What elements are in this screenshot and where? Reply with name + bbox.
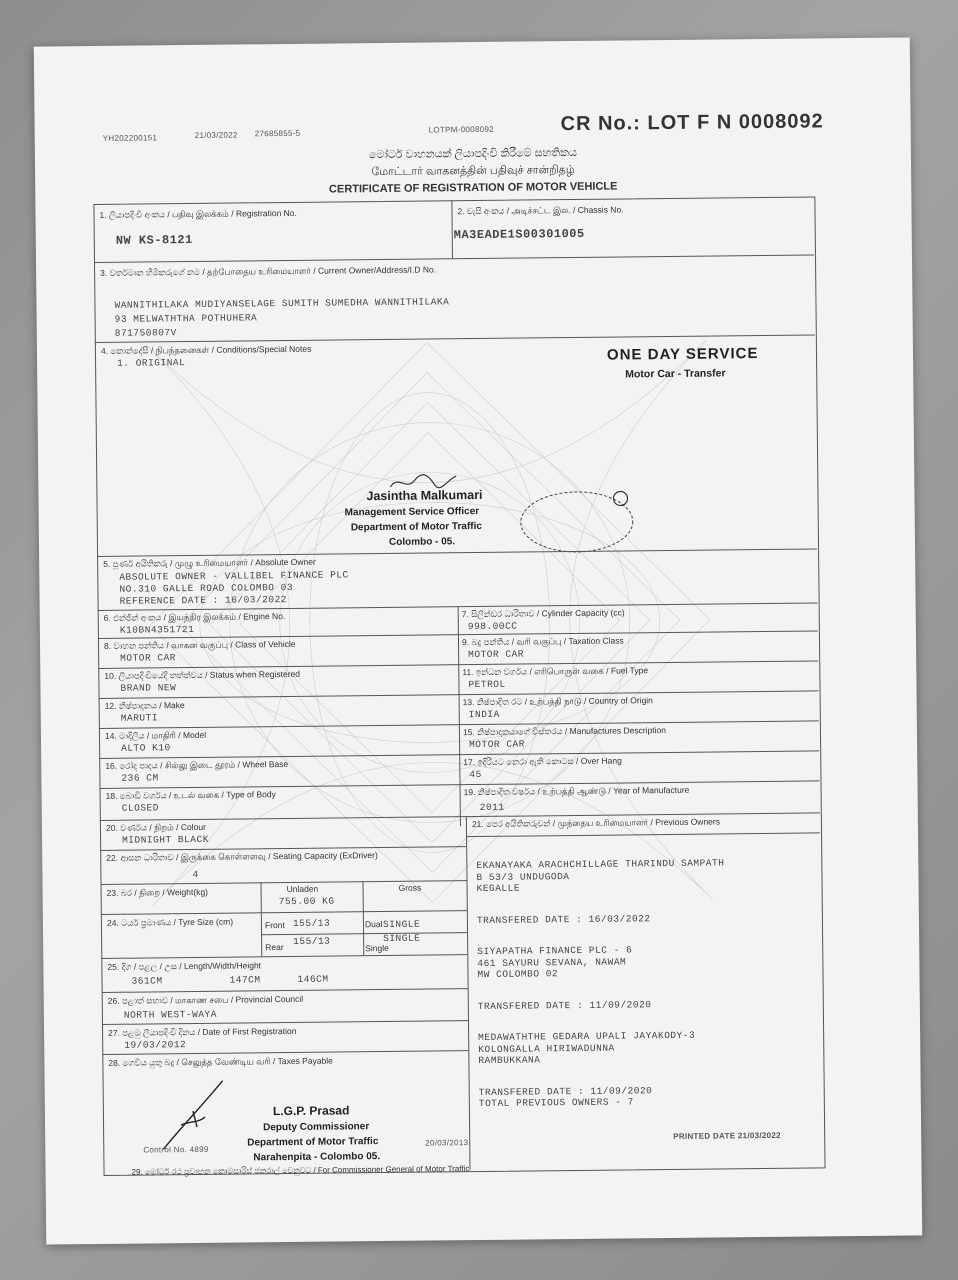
colour-value: MIDNIGHT BLACK bbox=[122, 833, 209, 846]
prev-owner-line: MW COLOMBO 02 bbox=[477, 968, 559, 981]
make-label: 12. නිෂ්පාදනය / Make bbox=[104, 700, 185, 711]
prev-owner-line: KEGALLE bbox=[476, 882, 521, 895]
printed-date: PRINTED DATE 21/03/2022 bbox=[673, 1130, 781, 1141]
wheel-base-label: 16. රෝද පාදය / சில்லு இடை தூரம் / Wheel Base bbox=[105, 758, 289, 771]
title-sinhala: මෝටර් වාහනයක් ලියාපදිංචි කිරීමේ සහතිකය bbox=[368, 146, 577, 162]
registration-no-value: NW KS-8121 bbox=[115, 232, 193, 248]
officer-name: Jasintha Malkumari bbox=[366, 487, 483, 504]
prev-owner-line: TRANSFERED DATE : 11/09/2020 bbox=[477, 998, 652, 1012]
certificate-paper bbox=[34, 37, 922, 1244]
seating-capacity-label: 22. ආසන ධාරිතාව / இருக்கை கொள்ளளவு / Seating Capacity (ExDriver) bbox=[106, 850, 378, 863]
service-stamp-line2: Motor Car - Transfer bbox=[625, 367, 726, 381]
country-label: 13. නිෂ්පාදිත රට / உற்பத்தி நாடு / Country of Origin bbox=[462, 695, 653, 708]
prev-owner-line bbox=[478, 1009, 726, 1032]
dimensions-label: 25. දිග / පළල / උස / Length/Width/Height bbox=[107, 960, 262, 972]
prev-owner-line: RAMBUKKANA bbox=[478, 1054, 541, 1067]
dual-label: Dual bbox=[364, 919, 383, 930]
over-hang-value: 45 bbox=[469, 768, 482, 781]
body-type-label: 18. බොඩි වර්ගය / உடல் வகை / Type of Body bbox=[105, 789, 276, 801]
header-ref-1: YH202200151 bbox=[102, 133, 158, 143]
front-tyre-value: 155/13 bbox=[292, 917, 331, 929]
length-value: 361CM bbox=[131, 975, 163, 987]
vehicle-class-value: MOTOR CAR bbox=[120, 652, 177, 664]
year-label: 19. නිෂ්පාදිත වර්ෂය / உற்பத்தி ஆண்டு / Year of Manufacture bbox=[463, 784, 690, 798]
model-label: 14. මාදිලිය / மாதிரி / Model bbox=[104, 729, 207, 741]
owner-id: 871750807V bbox=[114, 327, 177, 339]
chassis-no-label: 2. චැසි අංකය / அடிச்சட்ட இல. / Chassis No. bbox=[457, 204, 624, 217]
fuel-type-value: PETROL bbox=[468, 678, 506, 691]
model-value: ALTO K10 bbox=[121, 742, 171, 754]
commissioner-dept: Department of Motor Traffic bbox=[247, 1136, 379, 1149]
manufacture-desc-label: 15. නිෂ්පාදකයාගේ විස්තරය / Manufactures Description bbox=[462, 725, 667, 738]
first-registration-label: 27. පළමු ලියාපදිංචි දිනය / Date of First Registration bbox=[108, 1025, 297, 1038]
unladen-value: 755.00 KG bbox=[278, 895, 335, 908]
status-label: 10. ලියාපදිංචියේදී තත්ත්වය / Status when Registered bbox=[104, 668, 301, 681]
service-stamp-line1: ONE DAY SERVICE bbox=[606, 345, 759, 364]
single-label: Single bbox=[365, 942, 389, 954]
provincial-council-value: NORTH WEST-WAYA bbox=[123, 1008, 217, 1021]
prev-owner-line bbox=[477, 892, 725, 915]
commissioner-signature bbox=[153, 1075, 234, 1156]
cylinder-capacity-label: 7. සිලින්ඩර ධාරිතාව / Cylinder Capacity (cc) bbox=[461, 607, 625, 620]
conditions-label: 4. කොන්දේසි / நிபந்தனைகள் / Conditions/Special Notes bbox=[100, 343, 312, 356]
absolute-owner-line3: REFERENCE DATE : 16/03/2022 bbox=[119, 593, 288, 607]
absolute-owner-line1: ABSOLUTE OWNER - VALLIBEL FINANCE PLC bbox=[119, 569, 349, 583]
header-ref-4: LOTPM-0008092 bbox=[428, 124, 494, 135]
cr-number: CR No.: LOT F N 0008092 bbox=[560, 110, 824, 136]
current-owner-label: 3. වර්තමාන හිමිකරුගේ නම / தற்போதைய உரிமையாளர் / Current Owner/Address/I.D No. bbox=[100, 264, 437, 278]
taxes-payable-label: 28. ගෙවිය යුතු බදු / செலுத்த வேண்டிய வரி / Taxes Payable bbox=[108, 1055, 333, 1068]
width-value: 147CM bbox=[229, 974, 261, 986]
commissioner-title: Deputy Commissioner bbox=[263, 1121, 370, 1134]
prev-owner-line bbox=[478, 1064, 726, 1087]
prev-owner-line: SIYAPATHA FINANCE PLC - 6 bbox=[477, 944, 633, 958]
prev-owner-line: 461 SAYURU SEVANA, NAWAM bbox=[477, 955, 627, 969]
for-commissioner-label: 29. මෝටර් රථ ප්‍රවාහන කොමසාරිස් ජනරාල් වෙනුවට / For Commissioner General of Motor Traffic bbox=[131, 1164, 470, 1177]
absolute-owner-line2: NO.310 GALLE ROAD COLOMBO 03 bbox=[119, 581, 294, 595]
seal-stamp-icon bbox=[516, 486, 637, 557]
front-single-value: SINGLE bbox=[382, 918, 421, 931]
commissioner-location: Narahenpita - Colombo 05. bbox=[253, 1151, 381, 1164]
registration-no-label: 1. ලියාපදිංචි අංකය / பதிவு இலக்கம் / Registration No. bbox=[99, 207, 297, 220]
previous-owners-list bbox=[476, 857, 727, 1109]
provincial-council-label: 26. පළාත් සභාව / மாகாண சபை / Provincial Council bbox=[107, 993, 304, 1006]
cylinder-capacity-value: 998.00CC bbox=[467, 620, 518, 633]
first-registration-value: 19/03/2012 bbox=[124, 1039, 187, 1051]
page-title: CERTIFICATE OF REGISTRATION OF MOTOR VEHICLE bbox=[328, 180, 618, 196]
tyre-size-label: 24. ටයර් ප්‍රමාණය / Tyre Size (cm) bbox=[106, 916, 234, 928]
commissioner-name: L.G.P. Prasad bbox=[272, 1103, 350, 1119]
header-ref-2: 21/03/2022 bbox=[194, 130, 238, 140]
rear-single-value: SINGLE bbox=[383, 932, 421, 945]
height-value: 146CM bbox=[297, 973, 329, 985]
unladen-label: Unladen bbox=[286, 883, 319, 895]
header-ref-3: 27685855-5 bbox=[254, 128, 301, 139]
certificate-body bbox=[92, 108, 863, 1186]
engine-no-label: 6. එන්ජින් අංකය / இயந்திர இலக்கம் / Engine No. bbox=[103, 611, 286, 623]
prev-owner-line: KOLONGALLA HIRIWADUNNA bbox=[478, 1042, 615, 1055]
wheel-base-value: 236 CM bbox=[121, 772, 159, 784]
weight-label: 23. බර / நிறை / Weight(kg) bbox=[106, 886, 209, 898]
over-hang-label: 17. ඉදිරියට නෙරා ඇති කොටස / Over Hang bbox=[463, 755, 622, 768]
previous-owners-label: 21. පෙර අයිතිකරුවන් / முந்தைய உரிமையாளர் / Previous Owners bbox=[471, 816, 721, 830]
chassis-no-value: MA3EADE1S00301005 bbox=[453, 226, 585, 243]
prev-owner-line: TOTAL PREVIOUS OWNERS - 7 bbox=[478, 1096, 634, 1110]
year-value: 2011 bbox=[479, 801, 505, 813]
rear-label: Rear bbox=[265, 942, 284, 953]
taxation-class-value: MOTOR CAR bbox=[468, 648, 525, 661]
commissioner-date: 20/03/2013 bbox=[425, 1138, 469, 1148]
officer-location: Colombo - 05. bbox=[388, 536, 456, 548]
status-value: BRAND NEW bbox=[120, 682, 177, 694]
rear-tyre-value: 155/13 bbox=[293, 935, 331, 947]
engine-no-value: K10BN4351721 bbox=[119, 623, 195, 636]
body-type-value: CLOSED bbox=[121, 802, 160, 814]
prev-owner-line: B 53/3 UNDUGODA bbox=[476, 870, 570, 883]
seating-capacity-value: 4 bbox=[192, 868, 199, 881]
manufacture-desc-value: MOTOR CAR bbox=[469, 738, 525, 751]
conditions-value: 1. ORIGINAL bbox=[117, 357, 186, 369]
prev-owner-line: TRANSFERED DATE : 16/03/2022 bbox=[476, 912, 651, 926]
front-label: Front bbox=[264, 920, 285, 931]
country-value: INDIA bbox=[468, 708, 500, 721]
prev-owner-line: MEDAWATHTHE GEDARA UPALI JAYAKODY-3 bbox=[478, 1029, 696, 1044]
title-tamil: மோட்டார் வாகனத்தின் பதிவுச் சான்றிதழ் bbox=[371, 163, 575, 179]
vehicle-class-label: 8. වාහන පන්තිය / வாகன வகுப்பு / Class of Vehicle bbox=[103, 638, 296, 651]
officer-title: Management Service Officer bbox=[344, 505, 480, 519]
gross-label: Gross bbox=[398, 882, 422, 893]
owner-name: WANNITHILAKA MUDIYANSELAGE SUMITH SUMEDHA WANNITHILAKA bbox=[114, 296, 450, 311]
prev-owner-line: EKANAYAKA ARACHCHILLAGE THARINDU SAMPATH bbox=[476, 857, 725, 872]
control-number: Control No. 4899 bbox=[143, 1144, 209, 1155]
taxation-class-label: 9. බදු පන්තිය / வரி வகுப்பு / Taxation Class bbox=[461, 635, 624, 648]
absolute-owner-label: 5. පූර්ණ අයිතිකරු / முழு உரிமையாளர் / Absolute Owner bbox=[103, 556, 316, 569]
prev-owner-line bbox=[478, 978, 726, 1001]
fuel-type-label: 11. ඉන්ධන වර්ගය / எரிபொருள் வகை / Fuel Type bbox=[462, 665, 649, 678]
prev-owner-line bbox=[477, 923, 725, 946]
colour-label: 20. වර්ණය / நிறம் / Colour bbox=[105, 821, 206, 833]
officer-dept: Department of Motor Traffic bbox=[350, 520, 482, 534]
owner-address: 93 MELWATHTHA POTHUHERA bbox=[114, 312, 258, 325]
prev-owner-line: TRANSFERED DATE : 11/09/2020 bbox=[478, 1084, 653, 1098]
make-value: MARUTI bbox=[120, 712, 159, 724]
